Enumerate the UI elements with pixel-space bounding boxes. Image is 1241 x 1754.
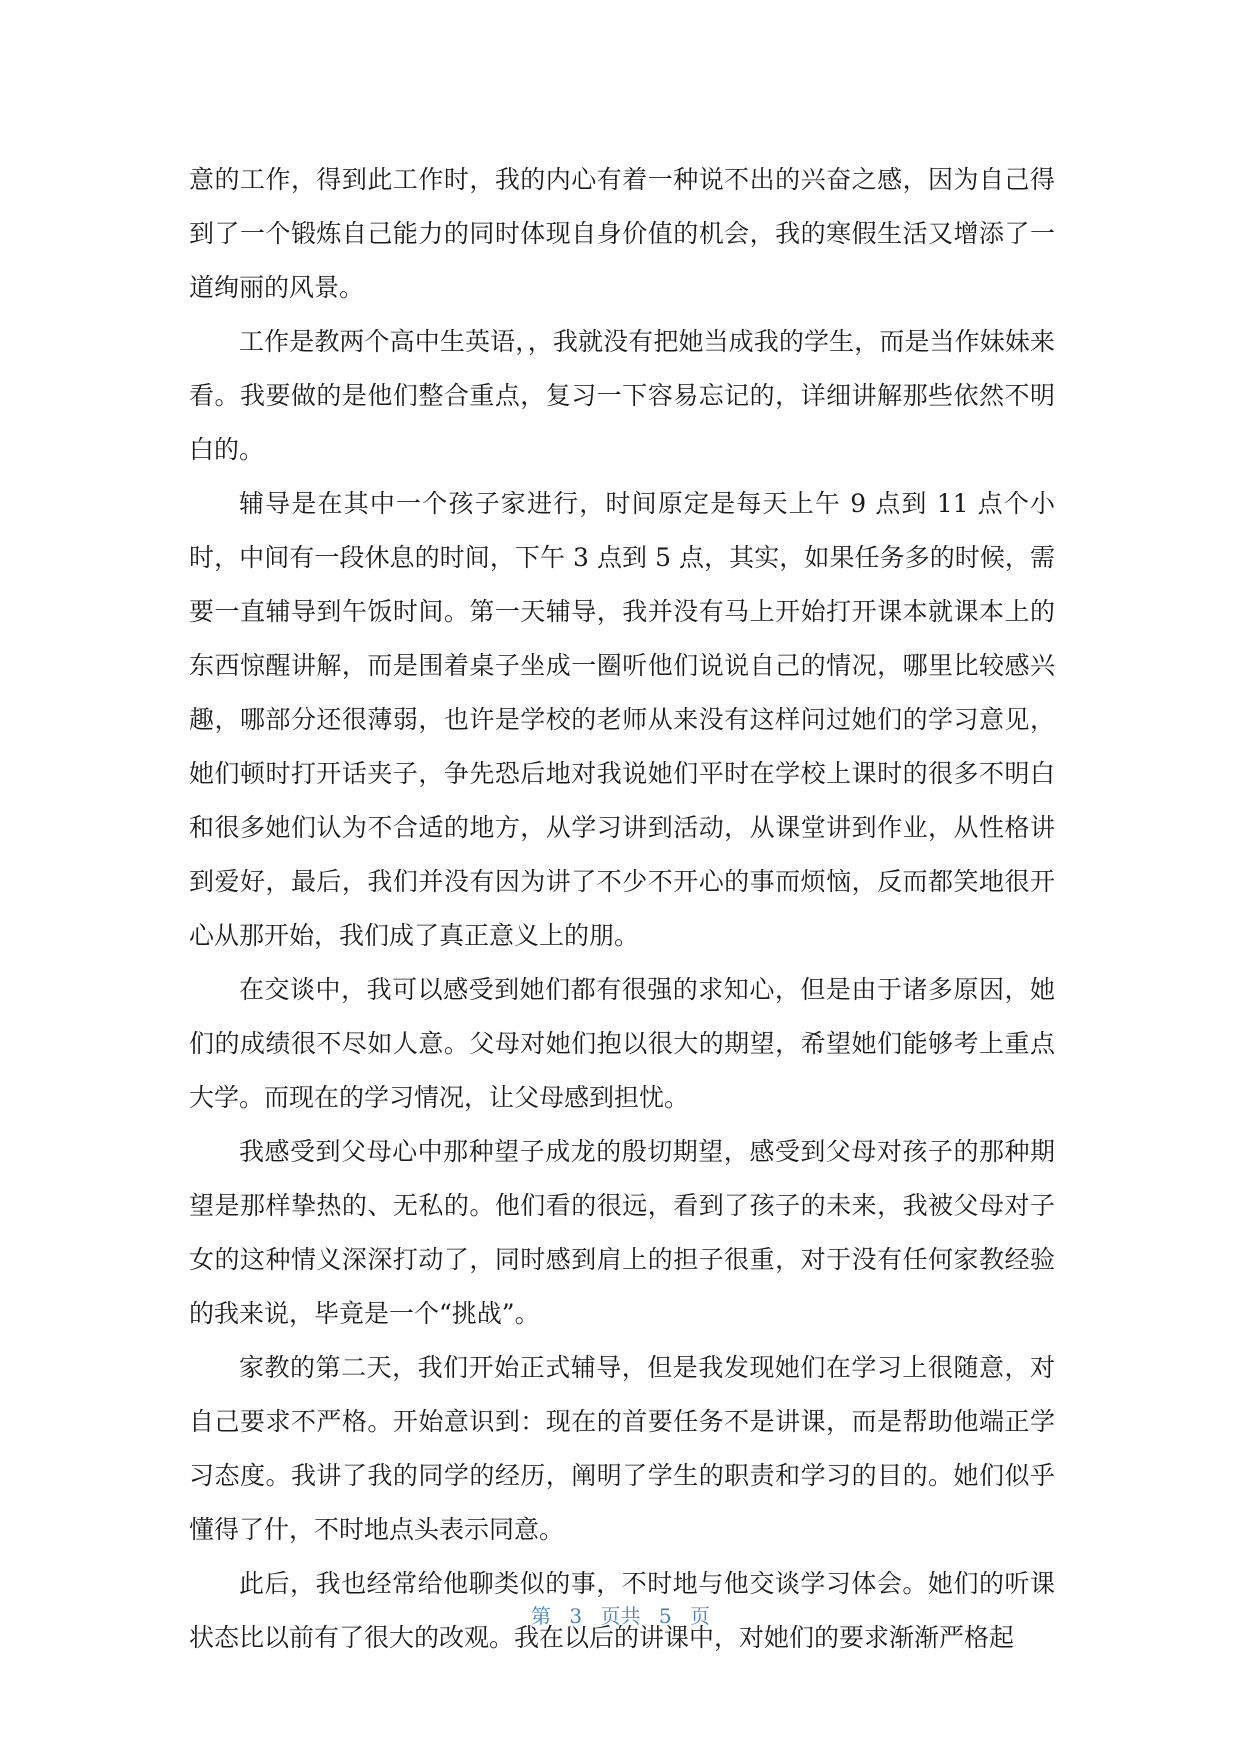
paragraph-6: 家教的第二天，我们开始正式辅导，但是我发现她们在学习上很随意，对自己要求不严格。开始意识到：现在的首要任务不是讲课，而是帮助他端正学习态度。我讲了我的同学的经历，阐明了学生的职责和学习的目的。她们似乎懂得了什，不时地点头表示同意。 bbox=[189, 1353, 1055, 1544]
footer-label-pages: 页 bbox=[689, 1604, 710, 1628]
document-body bbox=[189, 153, 1055, 1665]
footer-current-page: 3 bbox=[569, 1604, 583, 1628]
paragraph-1: 意的工作，得到此工作时，我的内心有着一种说不出的兴奋之感，因为自己得到了一个锻炼自己能力的同时体现自身价值的机会，我的寒假生活又增添了一道绚丽的风景。 bbox=[189, 165, 1055, 302]
paragraph-3: 辅导是在其中一个孩子家进行，时间原定是每天上午 9 点到 11 点个小时，中间有一段休息的时间，下午 3 点到 5 点，其实，如果任务多的时候，需要一直辅导到午饭时间。第一天辅导，我并没有马上开始打开课本就课本上的东西惊醒讲解，而是围着桌子坐成一圈听他们说说自己的情况，哪里比较感兴趣，哪部分还很薄弱，也许是学校的老师从来没有这样问过她们的学习意见，她们顿时打开话夹子，争先恐后地对我说她们平时在学校上课时的很多不明白和很多她们认为不合适的地方，从学习讲到活动，从课堂讲到作业，从性格讲到爱好，最后，我们并没有因为讲了不少不开心的事而烦恼，反而都笑地很开心从那开始，我们成了真正意义上的朋。 bbox=[189, 489, 1055, 950]
paragraph-7: 此后，我也经常给他聊类似的事，不时地与他交谈学习体会。她们的听课状态比以前有了很大的改观。我在以后的讲课中，对她们的要求渐渐严格起 bbox=[189, 1569, 1055, 1652]
paragraph-5: 我感受到父母心中那种望子成龙的殷切期望，感受到父母对孩子的那种期望是那样挚热的、无私的。他们看的很远，看到了孩子的未来，我被父母对子女的这种情义深深打动了，同时感到肩上的担子很重，对于没有任何家教经验的我来说，毕竟是一个“挑战”。 bbox=[189, 1137, 1055, 1328]
page-footer bbox=[0, 1600, 1241, 1629]
footer-label-page: 第 bbox=[531, 1604, 552, 1628]
footer-label-of: 页共 bbox=[600, 1604, 641, 1628]
paragraph-4: 在交谈中，我可以感受到她们都有很强的求知心，但是由于诸多原因，她们的成绩很不尽如人意。父母对她们抱以很大的期望，希望她们能够考上重点大学。而现在的学习情况，让父母感到担忧。 bbox=[189, 975, 1055, 1112]
footer-total-pages: 5 bbox=[658, 1604, 672, 1628]
paragraph-2: 工作是教两个高中生英语，，我就没有把她当成我的学生，而是当作妹妹来看。我要做的是他们整合重点，复习一下容易忘记的，详细讲解那些依然不明白的。 bbox=[189, 327, 1055, 464]
